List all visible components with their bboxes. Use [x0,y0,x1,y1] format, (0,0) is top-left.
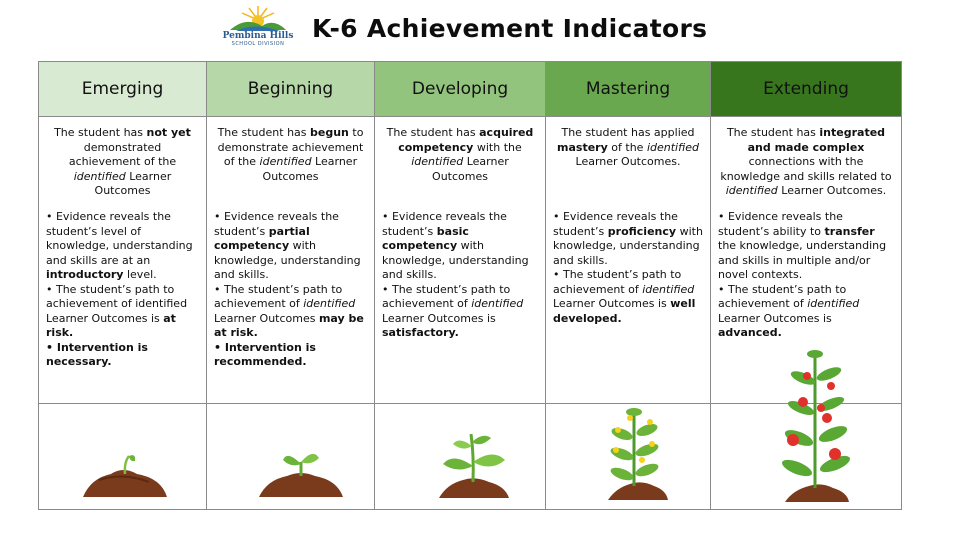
level-description-cell [711,117,902,404]
evidence-list [711,210,901,341]
evidence-item: • The student’s path to achievement of identified Learner Outcomes is satisfactory. [382,282,524,339]
level-header-developing: Developing [375,62,546,117]
evidence-item: • Evidence reveals the student’s partial competency with knowledge, understanding and skills. [214,210,361,281]
level-summary: The student has begun to demonstrate achievement of the identified Learner Outcomes [217,126,364,183]
level-header-mastering: Mastering [546,62,711,117]
evidence-list [207,210,374,370]
plant-cell-mastering [546,404,711,510]
logo-subtitle: SCHOOL DIVISION [231,41,285,47]
level-description-cell [39,117,207,404]
flowering-plant-icon [546,404,711,509]
level-description-cell [546,117,711,404]
evidence-item: • Intervention is recommended. [214,340,316,368]
evidence-item: • The student’s path to achievement of identified Learner Outcomes is advanced. [718,282,860,339]
logo-name: Pembina Hills [222,31,294,41]
evidence-list [375,210,545,341]
school-logo [222,4,294,50]
level-summary: The student has integrated and made complex connections with the knowledge and skills related to identified Learner Outcomes. [720,126,892,197]
level-summary: The student has acquired competency with the identified Learner Outcomes [386,126,534,183]
level-summary: The student has not yet demonstrated achievement of the identified Learner Outcomes [54,126,191,197]
evidence-list [546,210,710,326]
plant-cell-extending [711,404,902,510]
evidence-item: • Evidence reveals the student’s basic competency with knowledge, understanding and skills. [382,210,529,281]
fruiting-plant-icon [711,404,902,509]
evidence-item: • Evidence reveals the student’s proficiency with knowledge, understanding and skills. [553,210,703,267]
plant-cell-developing [375,404,546,510]
achievement-table [38,61,902,510]
evidence-list [39,210,206,370]
level-header-extending: Extending [711,62,902,117]
evidence-item: • The student’s path to achievement of identified Learner Outcomes is at risk. [46,282,188,339]
page-title: K-6 Achievement Indicators [312,14,708,43]
level-header-beginning: Beginning [207,62,375,117]
level-summary: The student has applied mastery of the identified Learner Outcomes. [557,126,699,168]
evidence-item: • Intervention is necessary. [46,340,148,368]
evidence-item: • The student’s path to achievement of identified Learner Outcomes is well developed. [553,268,696,325]
sun-hills-icon [222,4,294,34]
evidence-item: • The student’s path to achievement of identified Learner Outcomes may be at risk. [214,282,364,339]
level-header-emerging: Emerging [39,62,207,117]
young-plant-icon [375,404,546,509]
plant-cell-emerging [39,404,207,510]
evidence-item: • Evidence reveals the student’s level of knowledge, understanding and skills are at an introductory level. [46,210,193,281]
evidence-item: • Evidence reveals the student’s ability to transfer the knowledge, understanding and skills in multiple and/or novel contexts. [718,210,887,281]
plant-cell-beginning [207,404,375,510]
level-description-cell [207,117,375,404]
level-description-cell [375,117,546,404]
seedling-icon [207,404,375,509]
sprout-icon [39,404,207,509]
